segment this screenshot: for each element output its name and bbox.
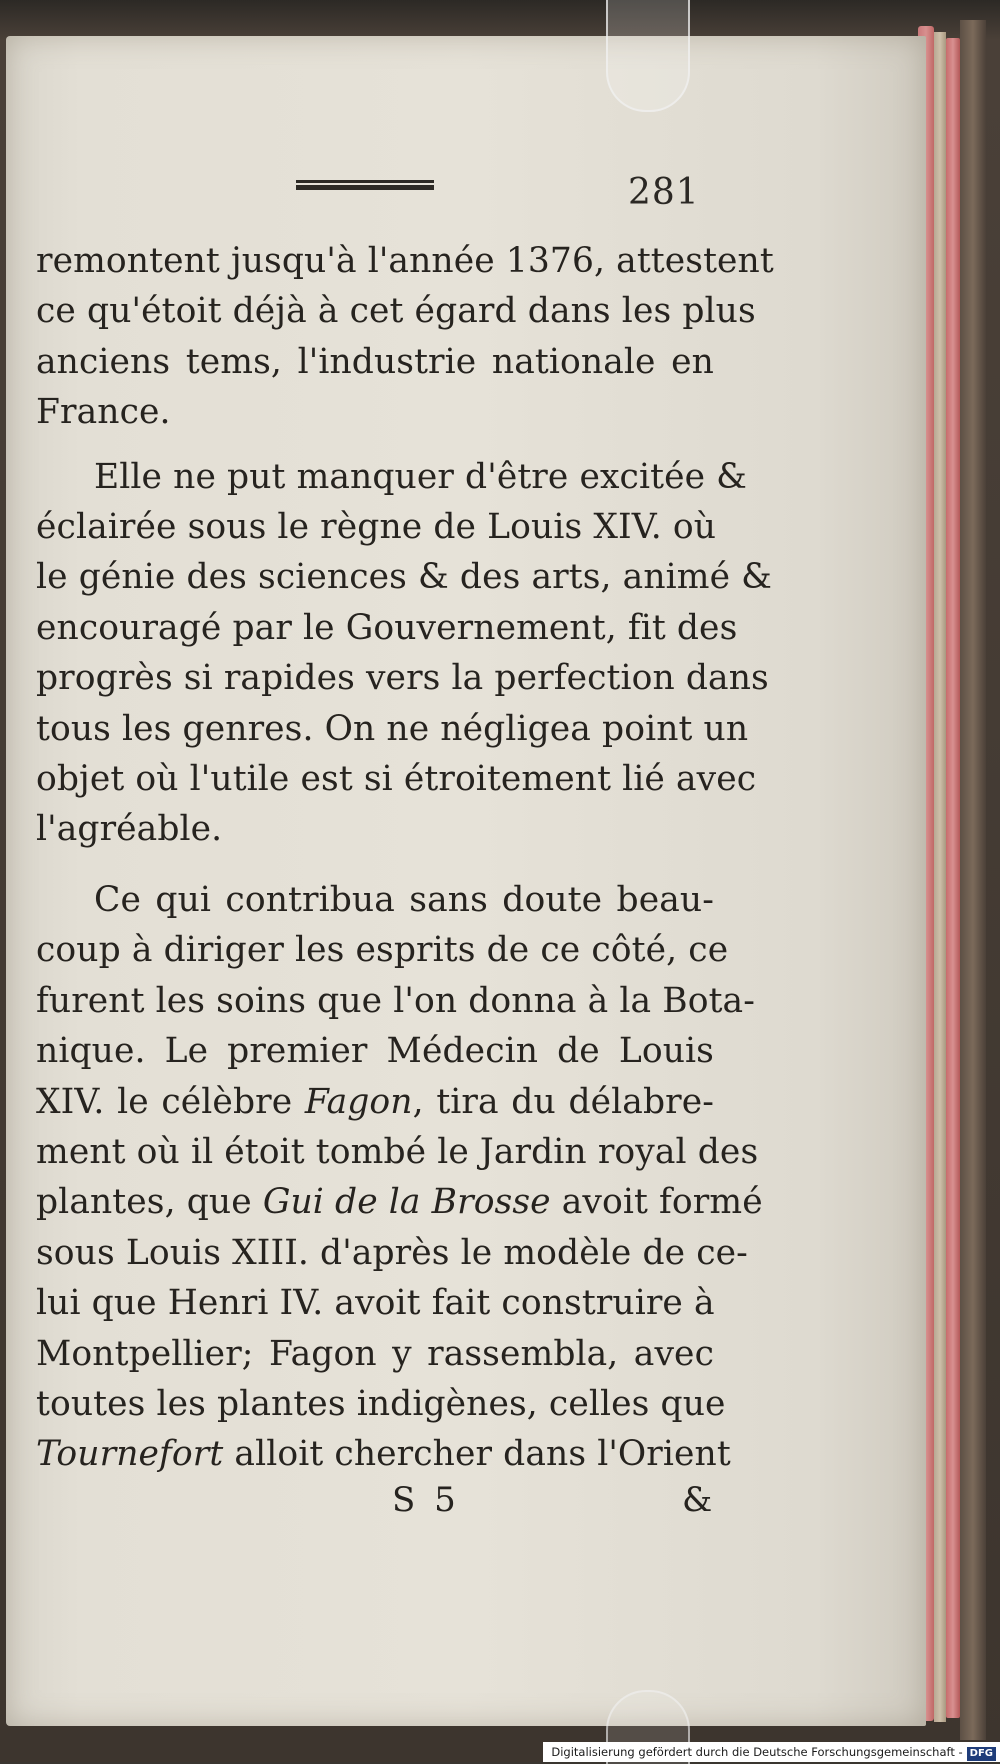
page-block-edge — [934, 32, 946, 1722]
text-line: l'agréable. — [36, 809, 223, 850]
page-holder-clip-top — [606, 0, 690, 112]
text-line: éclairée sous le règne de Louis XIV. où — [36, 507, 717, 548]
text-line: remontent jusqu'à l'année 1376, attestent — [36, 241, 774, 281]
text-line: ment où il étoit tombé le Jardin royal des — [36, 1131, 759, 1172]
text-line: furent les soins que l'on donna à la Bota- — [36, 980, 755, 1021]
paragraph-gap — [36, 438, 714, 452]
text-line: France. — [36, 392, 171, 433]
text-line: Montpellier; Fagon y rassembla, avec — [36, 1333, 714, 1374]
italic-name: Gui de la Brosse — [262, 1182, 551, 1223]
text-line: le génie des sciences & des arts, animé & — [36, 557, 772, 598]
text-line: lui que Henri IV. avoit fait construire à — [36, 1283, 715, 1324]
text-line: coup à diriger les esprits de ce côté, ce — [36, 930, 729, 971]
header-ornament-rule — [296, 180, 434, 190]
text-line: tous les genres. On ne négligea point un — [36, 708, 749, 749]
paragraph — [36, 236, 774, 438]
text-line: plantes, que Gui de la Brosse avoit formé — [36, 1182, 763, 1223]
paragraph — [36, 875, 763, 1480]
signature-mark: S 5 — [392, 1480, 460, 1520]
text-line: anciens tems, l'industrie nationale en — [36, 341, 714, 382]
body-text — [36, 236, 774, 1480]
paragraph-gap — [36, 855, 714, 875]
paragraph — [36, 452, 772, 855]
text-line: Elle ne put manquer d'être excitée & — [94, 456, 747, 497]
text-line: toutes les plantes indigènes, celles que — [36, 1383, 726, 1424]
catchword: & — [682, 1480, 713, 1520]
text-line: sous Louis XIII. d'après le modèle de ce- — [36, 1232, 748, 1273]
text-line: ce qu'étoit déjà à cet égard dans les plus — [36, 291, 756, 332]
dfg-logo: DFG — [967, 1747, 996, 1761]
text-line: Tournefort alloit chercher dans l'Orient — [36, 1434, 731, 1475]
text-line: XIV. le célèbre Fagon, tira du délabre- — [36, 1081, 714, 1122]
page-number: 281 — [628, 172, 700, 213]
red-page-edge-outer — [946, 38, 960, 1718]
italic-name: Tournefort — [36, 1434, 224, 1475]
text-line: nique. Le premier Médecin de Louis — [36, 1031, 714, 1072]
text-line: objet où l'utile est si étroitement lié avec — [36, 759, 757, 800]
italic-name: Fagon — [304, 1081, 413, 1122]
credit-text: Digitalisierung gefördert durch die Deutsche Forschungsgemeinschaft - — [551, 1745, 963, 1759]
digitization-credit — [543, 1742, 1000, 1762]
book-cover-edge — [960, 20, 986, 1740]
text-line: Ce qui contribua sans doute beau- — [94, 879, 714, 920]
text-line: progrès si rapides vers la perfection dans — [36, 658, 769, 699]
text-line: encouragé par le Gouvernement, fit des — [36, 607, 738, 648]
